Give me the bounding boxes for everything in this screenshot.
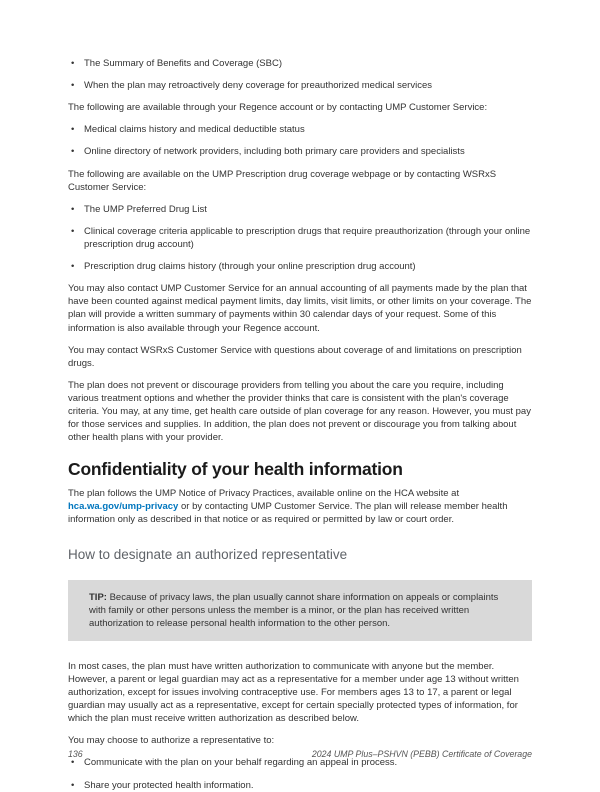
paragraph-written-authorization: In most cases, the plan must have written authorization to communicate with anyone but the member. However, a parent or legal guardian may act as a representative for a member under age 13 without written authorization, except for issues involving contraceptive use. For members ages 13 to 17, a parent or legal guardian may usually act as a representative, except for certain specially protected types of information, for which the plan must receive written authorization as described below. <box>68 660 519 725</box>
privacy-link[interactable]: hca.wa.gov/ump-privacy <box>68 500 179 512</box>
footer-page-number: 136 <box>68 748 83 759</box>
bullet-list-representative-powers <box>68 756 532 791</box>
bullet-item: • Prescription drug claims history (through your online prescription drug account) <box>68 260 532 273</box>
bullet-list-prescription <box>68 203 532 273</box>
paragraph-regence-account: The following are available through your Regence account or by contacting UMP Customer Service: <box>68 102 488 114</box>
section-heading-confidentiality: Confidentiality of your health information <box>68 459 403 480</box>
footer-document-title: 2024 UMP Plus–PSHVN (PEBB) Certificate of Coverage <box>311 748 532 759</box>
page-footer <box>68 748 532 760</box>
bullet-item: • Medical claims history and medical deductible status <box>68 123 532 136</box>
paragraph-provider-communication: The plan does not prevent or discourage providers from telling you about the care you require, including various treatment options and whether the provider thinks that care is consistent with the plan's coverage criteria. You may, at any time, get health care outside of plan coverage for any reason. However, you must pay for those services and supplies. In addition, the plan does not prevent or discourage you from talking about other health plans with your provider. <box>68 379 531 444</box>
bullet-item: • Communicate with the plan on your behalf regarding an appeal in process. <box>68 756 532 769</box>
bullet-item: • The UMP Preferred Drug List <box>68 203 532 216</box>
paragraph-prescription-webpage: The following are available on the UMP Prescription drug coverage webpage or by contacting WSRxS Customer Service: <box>68 168 497 193</box>
bullet-list-regence <box>68 123 532 158</box>
paragraph-authorize-intro: You may choose to authorize a representative to: <box>68 735 275 747</box>
bullet-item: • When the plan may retroactively deny coverage for preauthorized medical services <box>68 79 532 92</box>
subsection-heading-authorized-representative: How to designate an authorized representative <box>68 546 348 562</box>
bullet-item: • Clinical coverage criteria applicable to prescription drugs that require preauthorization (through your online prescription drug account) <box>68 225 532 251</box>
privacy-text-before-link: The plan follows the UMP Notice of Privacy Practices, available online on the HCA website at <box>68 487 460 499</box>
privacy-text-after-link: or by contacting UMP Customer Service. The plan will release member health information only as described in that notice or as required or permitted by law or court order. <box>68 500 508 525</box>
paragraph-wsrxs-contact: You may contact WSRxS Customer Service with questions about coverage of and limitations on prescription drugs. <box>68 344 522 369</box>
bullet-item: • Online directory of network providers, including both primary care providers and specialists <box>68 145 532 158</box>
paragraph-annual-accounting: You may also contact UMP Customer Service for an annual accounting of all payments made by the plan that have been counted against medical payment limits, day limits, visit limits, or other limits on your coverage. The plan will provide a written summary of payments within 30 calendar days of your request. Some of this information is also available through your Regence account. <box>68 283 532 334</box>
bullet-list-plan-documents <box>68 57 532 92</box>
bullet-item: • The Summary of Benefits and Coverage (SBC) <box>68 57 532 70</box>
tip-box <box>68 580 532 641</box>
paragraph-privacy-practices <box>68 487 532 526</box>
tip-label: TIP: <box>89 591 107 603</box>
tip-text: Because of privacy laws, the plan usually cannot share information on appeals or complaints with family or other persons unless the member is a minor, or the plan has received written authorization to release personal health information to the other person. <box>89 591 499 629</box>
bullet-item: • Share your protected health information. <box>68 779 532 792</box>
